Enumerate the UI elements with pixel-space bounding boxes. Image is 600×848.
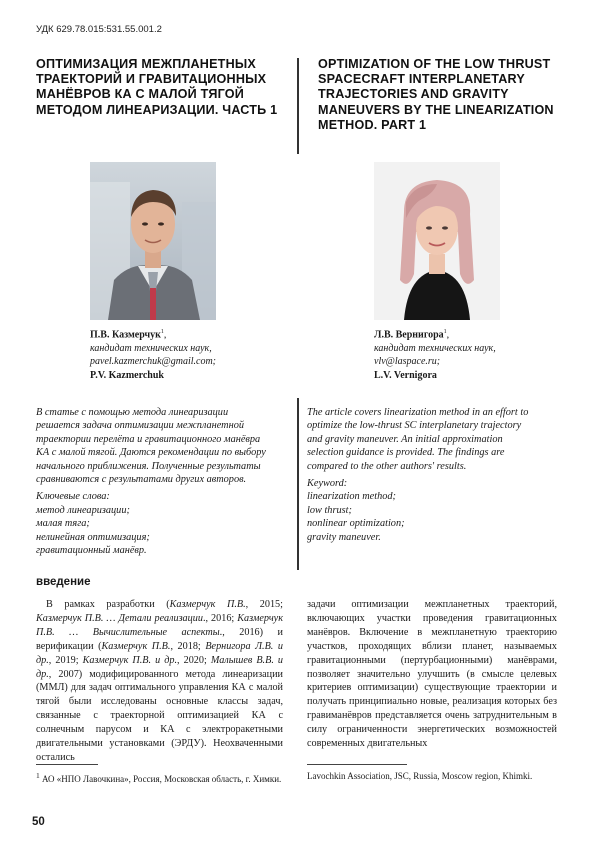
keyword-ru-1: метод линеаризации; (36, 504, 130, 516)
footnote-ru-text: АО «НПО Лавочкина», Россия, Московская область, г. Химки. (42, 774, 282, 784)
keywords-ru-label: Ключевые слова: (36, 491, 110, 503)
column-divider-top (297, 58, 299, 154)
udk-code: УДК 629.78.015:531.55.001.2 (36, 24, 162, 35)
abstract-english (307, 406, 535, 544)
citation: Казмерчук П.В. … Вычислительные аспекты (36, 612, 283, 638)
body-text-segment: , 2007) модифицированного метода линеаризации (ММЛ) для задач оптимального управления КА с малой тягой были исследованы основные классы задач, связанные с траекторной оптимизацией КА с солнечным парусом и КА с электроракетными двигательными установками (ЭРДУ). Неохваченными остались (36, 668, 283, 763)
title-english: OPTIMIZATION OF THE LOW THRUST SPACECRAFT INTERPLANETARY TRAJECTORIES AND GRAVITY MANEUVERS BY THE LINEARIZATION METHOD. PART 1 (318, 57, 554, 132)
footnote-russian (36, 770, 283, 785)
footnote-english: Lavochkin Association, JSC, Russia, Moscow region, Khimki. (307, 771, 533, 781)
keyword-en-2: low thrust; (307, 504, 352, 516)
author1-photo (90, 162, 216, 320)
keyword-ru-3: нелинейная оптимизация; (36, 531, 150, 543)
page-number: 50 (32, 816, 45, 828)
citation: Казмерчук П.В. (101, 640, 171, 652)
citation: Малышев В.В. и др. (36, 654, 283, 680)
author1-name-ru: П.В. Казмерчук (90, 329, 161, 341)
body-text-segment: В рамках разработки ( (46, 599, 170, 610)
citation: Казмерчук П.В. (169, 599, 246, 610)
author1-affiliation-sup: 1 (160, 329, 164, 335)
keyword-ru-2: малая тяга; (36, 518, 90, 530)
abstract-en-text: The article covers linearization method in an effort to optimize the low-thrust SC interplanetary trajectory and gravity maneuver. An initial approximation selection guidance is provided. The findings are compared to the other authors' results. (307, 407, 529, 472)
keyword-en-4: gravity maneuver. (307, 531, 381, 543)
author2-degree: кандидат технических наук, (374, 342, 496, 354)
keyword-en-1: linearization method; (307, 491, 396, 503)
author2-name-en: L.V. Vernigora (374, 369, 437, 381)
author2-info: Л.В. Вернигора$^1$, кандидат технических наук, vlv@laspace.ru; L.V. Vernigora (374, 326, 574, 382)
keywords-en-label: Keyword: (307, 478, 348, 490)
citation: Вернигора Л.В. и др. (36, 640, 283, 666)
abstract-ru-text: В статье с помощью метода линеаризации решается задача оптимизации межпланетной траектории перелёта и гравитационного манёвра КА с малой тягой. Даются рекомендации по выбору начального приближения. Полученные результаты сравниваются с результатами других авторов. (36, 407, 266, 486)
footnote-ru-sup: 1 (36, 771, 40, 780)
citation: Казмерчук П.В. и др. (82, 654, 178, 666)
author1-name-en: P.V. Kazmerchuk (90, 369, 164, 381)
abstract-russian (36, 406, 268, 557)
body-text-segment: , 2020; (177, 654, 211, 666)
body-text-segment: , 2015; (245, 599, 283, 610)
body-text-segment: , 2018; (170, 640, 206, 652)
author2-affiliation-sup: 1 (443, 329, 447, 335)
citation: Казмерчук П.В. … Детали реализации (36, 612, 203, 624)
author1-info: П.В. Казмерчук$^1$, кандидат технических наук, pavel.kazmerchuk@gmail.com; P.V. Kazmerchuk (90, 326, 290, 382)
section-heading-introduction: введение (36, 576, 91, 588)
body-text-segment: ., 2016; (202, 612, 238, 624)
author2-photo (374, 162, 500, 320)
column-divider-abstract (297, 398, 299, 570)
footnote-rule-left (36, 764, 98, 765)
body-text-segment: ., 2016) и верификации ( (36, 626, 283, 652)
footnote-rule-right (307, 764, 407, 765)
keyword-en-3: nonlinear optimization; (307, 518, 405, 530)
body-text-segment: , 2019; (48, 654, 83, 666)
author1-degree: кандидат технических наук, (90, 342, 212, 354)
author1-email[interactable]: pavel.kazmerchuk@gmail.com; (90, 356, 217, 368)
body-paragraph-left (36, 598, 283, 765)
title-russian: ОПТИМИЗАЦИЯ МЕЖПЛАНЕТНЫХ ТРАЕКТОРИЙ И ГРАВИТАЦИОННЫХ МАНЁВРОВ КА С МАЛОЙ ТЯГОЙ МЕТОДОМ ЛИНЕАРИЗАЦИИ. ЧАСТЬ 1 (36, 57, 278, 117)
body-paragraph-right: задачи оптимизации межпланетных траекторий, включающих участки проведения гравитационных манёвров. Включение в межпланетную траекторию участков, проходящих вблизи планет, называемых гравитационными (пертурбационными) манёврами, позволяет значительно улучшить (в смысле целевых критериев оптимизации) существующие траектории и получать принципиально новые, реализация которых без гравиманёвров представляется очень затруднительным в силу ограниченности энергетических возможностей современных двигательных (307, 599, 557, 750)
author2-email[interactable]: vlv@laspace.ru; (374, 356, 441, 368)
keyword-ru-4: гравитационный манёвр. (36, 545, 147, 557)
author2-name-ru: Л.В. Вернигора (374, 329, 444, 341)
